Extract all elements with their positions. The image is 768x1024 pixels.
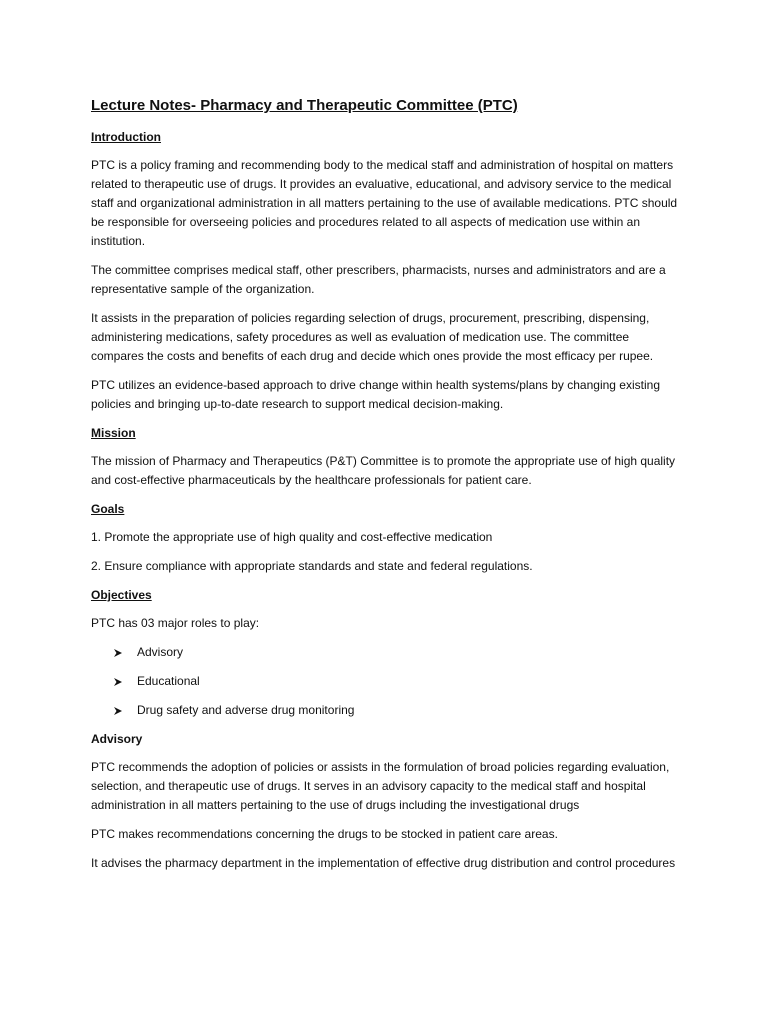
mission-paragraph: The mission of Pharmacy and Therapeutics (P&T) Committee is to promote the appropriate use of high quality and cost-effective pharmaceuticals by the healthcare professionals for patient care.: [91, 454, 676, 487]
objective-bullet-label: Advisory: [137, 645, 184, 659]
arrowhead-bullet-icon: [113, 706, 123, 716]
document-title: Lecture Notes- Pharmacy and Therapeutic Committee (PTC): [91, 97, 518, 114]
objective-bullet-item: [113, 672, 681, 691]
arrowhead-bullet-icon: [113, 677, 123, 687]
mission-heading: Mission: [91, 426, 136, 440]
advisory-heading: Advisory: [91, 732, 143, 746]
objective-bullet-item: [113, 643, 681, 662]
introduction-paragraph-3: It assists in the preparation of policies regarding selection of drugs, procurement, prescribing, dispensing, administering medications, safety procedures as well as evaluation of medication use. The committee compares the costs and benefits of each drug and decide which ones provide the most efficacy per rupee.: [91, 311, 654, 363]
objective-bullet-item: [113, 701, 681, 720]
goals-heading: Goals: [91, 502, 125, 516]
advisory-paragraph-2: PTC makes recommendations concerning the drugs to be stocked in patient care areas.: [91, 827, 558, 841]
advisory-paragraph-3: It advises the pharmacy department in the implementation of effective drug distribution and control procedures: [91, 856, 676, 870]
arrowhead-bullet-icon: [113, 648, 123, 658]
objective-bullet-label: Educational: [137, 674, 200, 688]
objectives-bullet-list: [91, 643, 681, 720]
objectives-heading: Objectives: [91, 588, 152, 602]
introduction-paragraph-1: PTC is a policy framing and recommending body to the medical staff and administration of hospital on matters related to therapeutic use of drugs. It provides an evaluative, educational, and advisory service to the medical staff and organizational administration in all matters pertaining to the use of available medications. PTC should be responsible for overseeing policies and procedures related to all aspects of medication use within an institution.: [91, 158, 678, 248]
introduction-paragraph-2: The committee comprises medical staff, other prescribers, pharmacists, nurses and administrators and are a representative sample of the organization.: [91, 263, 666, 296]
document-body: [91, 96, 681, 883]
objectives-intro: PTC has 03 major roles to play:: [91, 616, 260, 630]
advisory-paragraph-1: PTC recommends the adoption of policies or assists in the formulation of broad policies regarding evaluation, selection, and therapeutic use of drugs. It serves in an advisory capacity to the medical staff and hospital administration in all matters pertaining to the use of drugs including the investigational drugs: [91, 760, 670, 812]
introduction-paragraph-4: PTC utilizes an evidence-based approach to drive change within health systems/plans by changing existing policies and bringing up-to-date research to support medical decision-making.: [91, 378, 660, 411]
objective-bullet-label: Drug safety and adverse drug monitoring: [137, 703, 355, 717]
introduction-heading: Introduction: [91, 130, 161, 144]
goal-item-1: 1. Promote the appropriate use of high quality and cost-effective medication: [91, 530, 493, 544]
goal-item-2: 2. Ensure compliance with appropriate standards and state and federal regulations.: [91, 559, 533, 573]
